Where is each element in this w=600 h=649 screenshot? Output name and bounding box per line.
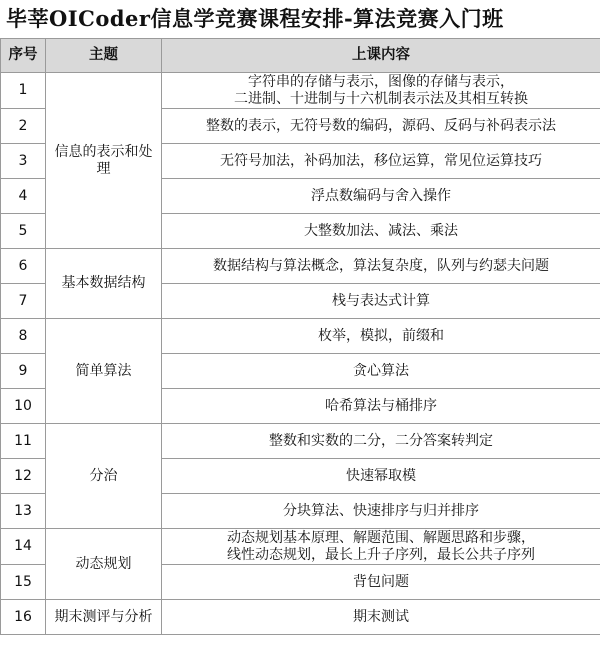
topic-cell: 期末测评与分析 xyxy=(46,600,162,635)
content-cell: 枚举，模拟，前缀和 xyxy=(162,319,600,354)
content-cell: 贪心算法 xyxy=(162,354,600,389)
table-row xyxy=(1,73,600,109)
row-number: 6 xyxy=(1,249,46,284)
content-cell: 整数和实数的二分，二分答案转判定 xyxy=(162,424,600,459)
content-cell: 无符号加法，补码加法，移位运算，常见位运算技巧 xyxy=(162,144,600,179)
row-number: 7 xyxy=(1,284,46,319)
content-cell: 浮点数编码与舍入操作 xyxy=(162,179,600,214)
content-cell: 期末测试 xyxy=(162,600,600,635)
header-topic: 主题 xyxy=(46,39,162,73)
content-cell: 数据结构与算法概念，算法复杂度，队列与约瑟夫问题 xyxy=(162,249,600,284)
content-cell: 哈希算法与桶排序 xyxy=(162,389,600,424)
table-row xyxy=(1,319,600,354)
row-number: 4 xyxy=(1,179,46,214)
table-row xyxy=(1,600,600,635)
table-row xyxy=(1,249,600,284)
content-cell xyxy=(162,529,600,565)
content-cell: 栈与表达式计算 xyxy=(162,284,600,319)
table-row xyxy=(1,424,600,459)
topic-cell: 简单算法 xyxy=(46,319,162,424)
content-cell: 快速幂取模 xyxy=(162,459,600,494)
topic-cell: 分治 xyxy=(46,424,162,529)
header-content: 上课内容 xyxy=(162,39,600,73)
content-line: 线性动态规划，最长上升子序列，最长公共子序列 xyxy=(227,546,535,563)
content-cell: 分块算法、快速排序与归并排序 xyxy=(162,494,600,529)
content-cell xyxy=(162,73,600,109)
row-number: 14 xyxy=(1,529,46,565)
row-number: 9 xyxy=(1,354,46,389)
row-number: 12 xyxy=(1,459,46,494)
row-number: 10 xyxy=(1,389,46,424)
row-number: 2 xyxy=(1,109,46,144)
topic-cell: 基本数据结构 xyxy=(46,249,162,319)
content-line: 字符串的存储与表示，图像的存储与表示， xyxy=(248,73,514,90)
row-number: 5 xyxy=(1,214,46,249)
header-no: 序号 xyxy=(1,39,46,73)
course-schedule-table xyxy=(0,38,600,635)
row-number: 15 xyxy=(1,565,46,600)
table-header-row xyxy=(1,39,600,73)
row-number: 13 xyxy=(1,494,46,529)
row-number: 3 xyxy=(1,144,46,179)
topic-cell: 动态规划 xyxy=(46,529,162,600)
content-line: 二进制、十进制与十六机制表示法及其相互转换 xyxy=(234,90,528,107)
row-number: 16 xyxy=(1,600,46,635)
content-cell: 背包问题 xyxy=(162,565,600,600)
row-number: 8 xyxy=(1,319,46,354)
topic-cell: 信息的表示和处理 xyxy=(46,73,162,249)
row-number: 11 xyxy=(1,424,46,459)
content-cell: 大整数加法、减法、乘法 xyxy=(162,214,600,249)
row-number: 1 xyxy=(1,73,46,109)
content-line: 动态规划基本原理、解题范围、解题思路和步骤， xyxy=(227,529,535,546)
content-cell: 整数的表示，无符号数的编码，源码、反码与补码表示法 xyxy=(162,109,600,144)
table-row xyxy=(1,529,600,565)
page-title: 毕莘OICoder信息学竞赛课程安排-算法竞赛入门班 xyxy=(6,6,504,31)
